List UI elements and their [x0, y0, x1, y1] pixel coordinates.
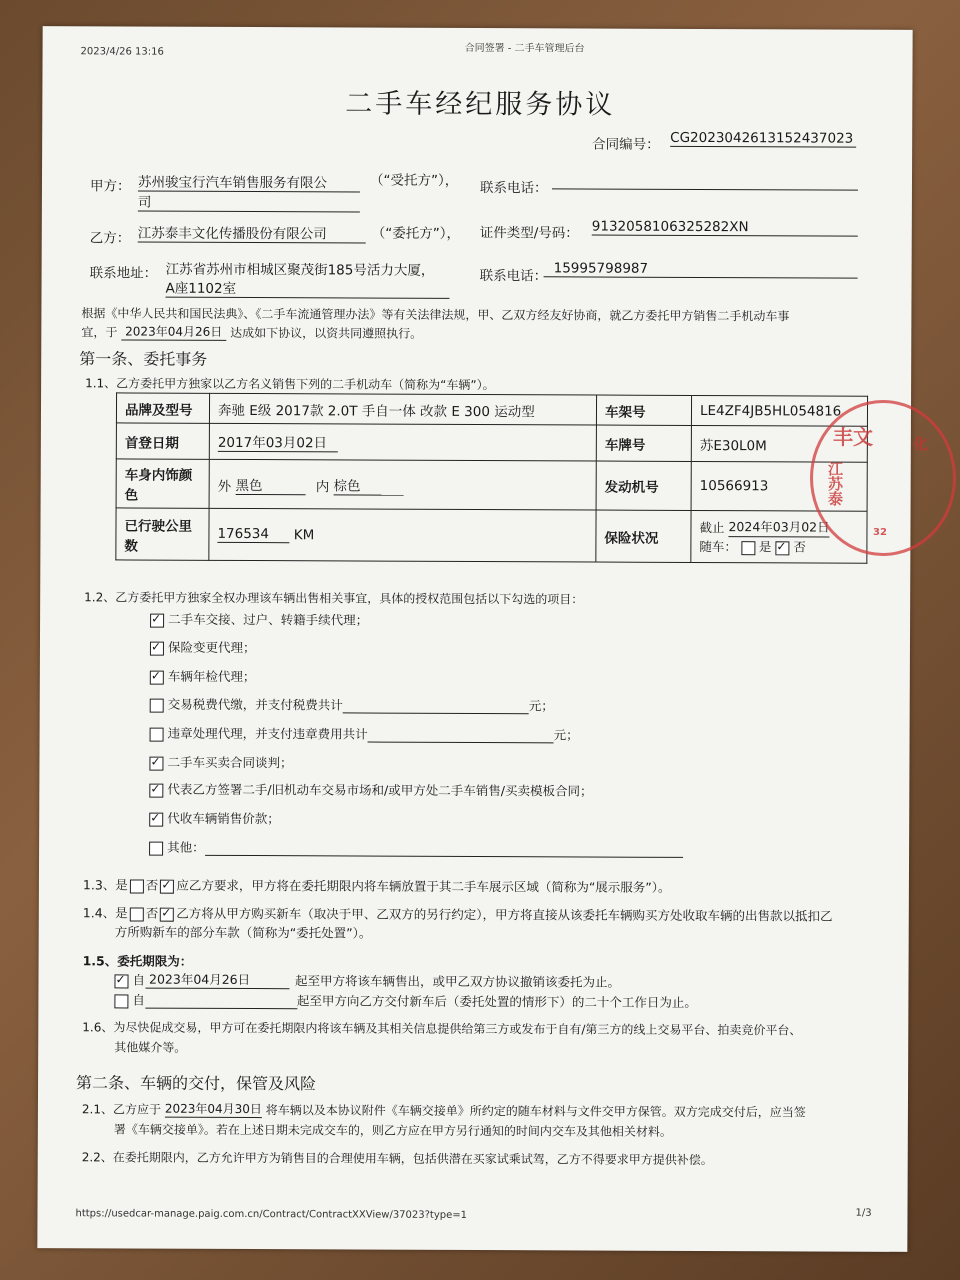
vehicle-info-table [115, 392, 868, 563]
option-inspection-checkbox[interactable] [150, 670, 164, 684]
option-violation-label: 违章处理代理，并支付违章费用共计 [167, 725, 368, 742]
option-negotiation [149, 753, 292, 772]
clause-2-1-pre: 2.1、乙方应于 [81, 1102, 162, 1117]
reg-date-value: 2017年03月02日 [218, 431, 338, 453]
ins-no-checkbox[interactable] [775, 541, 789, 555]
contract-page [37, 26, 912, 1252]
intro-line2-post: 达成如下协议，以资共同遵照执行。 [230, 325, 423, 341]
ins-until-value: 2024年03月02日 [728, 517, 829, 537]
option-collect-payment-label: 代收车辆销售价款； [167, 810, 280, 827]
option-transfer-label: 二手车交接、过户、转籍手续代理； [168, 611, 369, 628]
clause-1-4-text1: 乙方将从甲方购买新车（取决于甲、乙双方的另行约定），甲方将直接从该委托车辆购买方处收取车辆的出售款以抵扣乙 [176, 905, 833, 924]
clause-1-4-no-label: 否 [145, 905, 159, 921]
ins-with-car-label: 随车： [699, 538, 737, 555]
seal-code: 32 [873, 527, 887, 538]
option-violation-suffix: 元； [553, 727, 579, 743]
ext-color-prefix: 外 [217, 478, 232, 495]
option-transfer-checkbox[interactable] [150, 613, 164, 627]
article1-title: 第一条、委托事务 [79, 349, 208, 369]
party-b-label: 乙方： [89, 230, 131, 247]
clause-1-5-option1 [114, 969, 620, 990]
clause-1-5-option2 [114, 990, 697, 1011]
plate-label: 车牌号 [596, 425, 691, 461]
party-a-label: 甲方： [89, 178, 131, 195]
option-negotiation-label: 二手车买卖合同谈判； [167, 754, 293, 771]
option-insurance-checkbox[interactable] [150, 641, 164, 655]
party-b-phone: 15995798987 [544, 260, 858, 278]
clause-1-3 [83, 875, 671, 896]
option-sign-contract [149, 780, 592, 800]
seal-right-text: 化 [913, 435, 929, 453]
option-tax-amount-field[interactable] [343, 698, 529, 714]
article2-title: 第二条、车辆的交付，保管及风险 [76, 1073, 317, 1094]
intro-line1: 根据《中华人民共和国民法典》、《二手车流通管理办法》等有关法律法规，甲、乙双方经友好协商，就乙方委托甲方销售二手机动车事 [81, 306, 790, 324]
reg-date-label: 首登日期 [116, 423, 209, 459]
term-option1-from: 自 [132, 972, 146, 988]
term-option2-from: 自 [132, 992, 145, 1008]
intro-line2 [81, 322, 422, 341]
vin-label: 车架号 [596, 395, 691, 425]
clause-1-4-yes-checkbox[interactable] [130, 907, 144, 921]
footer-page-number: 1/3 [855, 1207, 872, 1219]
party-a-name-line2: 司 [138, 191, 360, 213]
party-b-name: 江苏泰丰文化传播股份有限公司 [138, 222, 366, 244]
plate-value: 苏E30L0M [691, 425, 867, 462]
mileage-cell [209, 508, 596, 562]
reg-date-cell [209, 423, 596, 461]
clause-1-1: 1.1、乙方委托甲方独家以乙方名义销售下列的二手机动车（简称为“车辆”）。 [85, 376, 495, 393]
party-b-address-label: 联系地址： [89, 265, 158, 282]
option-other [149, 838, 683, 858]
party-b-address-line2: A座1102室 [165, 277, 449, 299]
option-other-checkbox[interactable] [149, 841, 163, 855]
clause-2-1-line1 [82, 1099, 806, 1120]
option-tax [150, 695, 554, 715]
clause-1-3-yes-label: 是 [115, 877, 128, 893]
engine-value: 10566913 [691, 461, 867, 511]
option-violation [150, 724, 579, 744]
engine-label: 发动机号 [596, 461, 691, 510]
print-page-title: 合同签署 - 二手车管理后台 [464, 42, 585, 55]
party-b-role: （“委托方”）， [371, 225, 461, 242]
term-option1-checkbox[interactable] [114, 974, 128, 988]
clause-1-4-no-checkbox[interactable] [160, 907, 174, 921]
option-insurance [150, 638, 256, 656]
clause-1-4-text2: 方所购新车的部分车款（简称为“委托处置”）。 [114, 924, 372, 941]
seal-left-text: 江苏泰 [826, 461, 844, 506]
option-inspection-label: 车辆年检代理； [167, 668, 256, 685]
seal-text: 丰文 [833, 425, 873, 449]
term-option2-text: 起至甲方向乙方交付新车后（委托处置的情形下）的二十个工作日为止。 [296, 993, 697, 1010]
clause-1-3-num: 1.3、 [82, 877, 116, 893]
option-violation-amount-field[interactable] [368, 728, 554, 744]
option-collect-payment [149, 809, 280, 828]
document-title: 二手车经纪服务协议 [345, 88, 616, 121]
clause-2-1-date: 2023年04月30日 [164, 1101, 262, 1117]
ins-until-prefix: 截止 [699, 519, 725, 536]
clause-1-3-no-label: 否 [145, 877, 159, 893]
option-tax-suffix: 元； [528, 698, 554, 714]
option-other-field[interactable] [205, 841, 683, 858]
clause-1-6-line2: 其他媒介等。 [114, 1040, 187, 1055]
clause-1-4-yes-label: 是 [115, 905, 128, 921]
print-datetime: 2023/4/26 13:16 [80, 46, 164, 58]
option-violation-checkbox[interactable] [150, 727, 164, 741]
party-a-phone-line [552, 188, 858, 190]
party-a-name-line1: 苏州骏宝行汽车销售服务有限公 [138, 171, 360, 193]
party-a-role: （“受托方”）， [369, 172, 459, 189]
brand-label: 品牌及型号 [116, 393, 209, 423]
brand-value: 奔驰 E级 2017款 2.0T 手自一体 改款 E 300 运动型 [209, 393, 596, 425]
party-b-id-value: 913205810632​5282XN [592, 219, 858, 237]
clause-1-4-num: 1.4、 [82, 905, 116, 921]
clause-2-1-post: 将车辆以及本协议附件《车辆交接单》所约定的随车材料与文件交甲方保管。双方完成交付后，应当签 [265, 1103, 806, 1120]
color-cell [209, 459, 596, 510]
clause-1-4 [83, 903, 833, 924]
ext-color-value: 黑色 [235, 473, 305, 494]
ins-yes-checkbox[interactable] [741, 541, 755, 555]
party-b-id-label: 证件类型/号码： [479, 225, 579, 242]
option-other-label: 其他： [167, 839, 205, 855]
int-color-value: 棕色 [334, 474, 404, 495]
option-sign-contract-label: 代表乙方签署二手/旧机动车交易市场和/或甲方处二手车销售/买卖模板合同； [167, 781, 593, 799]
vin-value: LE4ZF4JB5HL054816 [691, 395, 867, 426]
clause-1-3-text: 应乙方要求，甲方将在委托期限内将车辆放置于其二手车展示区域（简称为“展示服务”）。 [176, 877, 671, 895]
clause-1-2: 1.2、乙方委托甲方独家全权办理该车辆出售相关事宜，具体的授权范围包括以下勾选的项目： [84, 590, 584, 607]
ins-yes-label: 是 [758, 539, 772, 555]
party-a-phone-label: 联系电话： [479, 180, 548, 197]
option-tax-label: 交易税费代缴，并支付税费共计 [167, 696, 343, 713]
clause-1-3-no-checkbox[interactable] [160, 879, 174, 893]
company-seal [810, 400, 956, 556]
mileage-unit: KM [293, 527, 315, 544]
option-transfer [150, 610, 368, 629]
term-option2-date-field[interactable] [145, 994, 297, 1010]
option-sign-contract-checkbox[interactable] [149, 783, 163, 797]
contract-no-label: 合同编号： [592, 136, 660, 153]
term-option1-date: 2023年04月26日 [145, 970, 289, 990]
party-b-phone-label: 联系电话： [479, 268, 548, 285]
intro-line2-pre: 宜，于 [81, 325, 118, 340]
option-insurance-label: 保险变更代理； [167, 639, 256, 656]
term-option2-checkbox[interactable] [114, 994, 128, 1008]
ins-no-label: 否 [793, 539, 806, 555]
option-negotiation-checkbox[interactable] [149, 756, 163, 770]
mileage-value: 176534 [217, 526, 289, 543]
clause-2-2: 2.2、在委托期限内，乙方允许甲方为销售目的合理使用车辆，包括供潜在买家试乘试驾，乙方不得要求甲方提供补偿。 [81, 1150, 713, 1168]
option-collect-payment-checkbox[interactable] [149, 812, 163, 826]
mileage-label: 已行驶公里数 [116, 508, 209, 560]
contract-no: CG20230426131524370​23 [670, 130, 856, 148]
option-inspection [150, 667, 256, 685]
clause-1-3-yes-checkbox[interactable] [130, 879, 144, 893]
option-tax-checkbox[interactable] [150, 698, 164, 712]
clause-1-6-line1: 1.6、为尽快促成交易，甲方可在委托期限内将该车辆及其相关信息提供给第三方或发布于自有/第三方的线上交易平台、拍卖竞价平台、 [82, 1020, 802, 1038]
int-color-prefix: 内 [315, 478, 330, 495]
intro-date: 2023年04月26日 [121, 322, 226, 340]
term-option1-text: 起至甲方将该车辆售出，或甲乙双方协议撤销该委托为止。 [294, 973, 621, 990]
clause-1-5-title: 1.5、委托期限为： [82, 953, 193, 969]
footer-url: https://usedcar-manage.paig.com.cn/Contract/ContractXXView/37023?type=1 [75, 1208, 468, 1221]
color-label: 车身内饰颜色 [116, 459, 209, 508]
insurance-label: 保险状况 [596, 510, 691, 562]
clause-2-1-line2: 署《车辆交接单》。若在上述日期未完成交车的，则乙方应在甲方另行通知的时间内交车及其他相关材料。 [113, 1122, 672, 1139]
party-b-address-line1: 江苏省苏州市相城区聚茂街185号活力大厦， [165, 261, 435, 279]
